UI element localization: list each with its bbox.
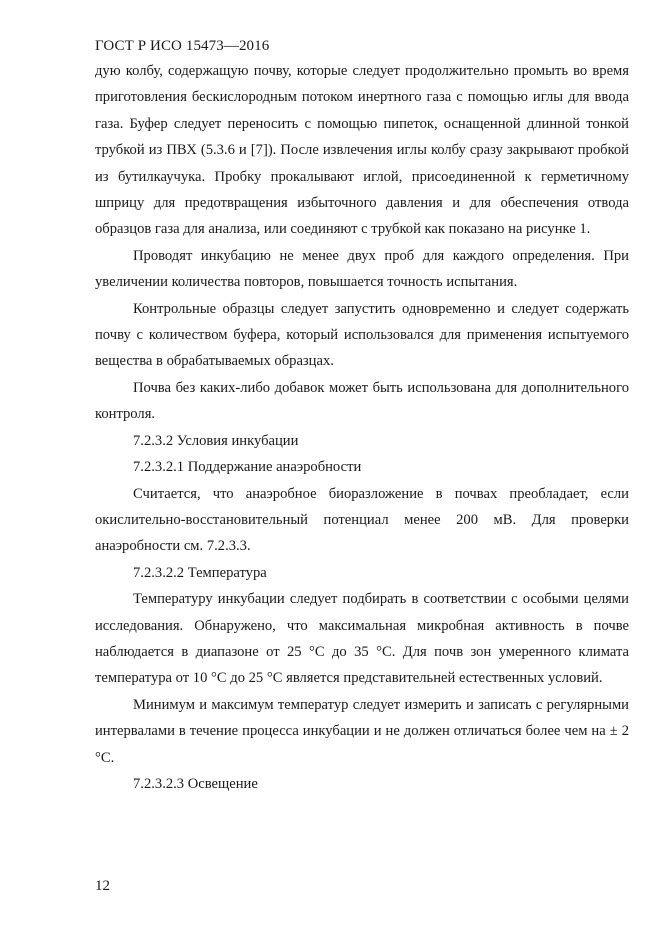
- paragraph-continuation: дую колбу, содержащую почву, которые следует продолжительно промыть во время приготовления бескислородным потоком инертного газа с помощью иглы для ввода газа. Буфер следует переносить с помощью пипеток, оснащенной длинной тонкой трубкой из ПВХ (5.3.6 и [7]). После извлечения иглы колбу сразу закрывают пробкой из бутилкаучука. Пробку прокалывают иглой, присоединенной к герметичному шприцу для предотвращения избыточного давления и для обеспечения отвода образцов газа для анализа, или соединяют с трубкой как показано на рисунке 1.: [95, 63, 629, 238]
- paragraph-temperature-selection: Температуру инкубации следует подбирать в соответствии с особыми целями исследования. Обнаружено, что максимальная микробная активность в почве наблюдается в диапазоне от 25 °С до 35 °С. Для почв зон умеренного климата температура от 10 °С до 25 °С является представительней естественных условий.: [95, 591, 629, 687]
- document-header: ГОСТ Р ИСО 15473—2016: [95, 38, 270, 54]
- section-heading-incubation-conditions: 7.2.3.2 Условия инкубации: [133, 432, 299, 449]
- section-heading-lighting: 7.2.3.2.3 Освещение: [133, 775, 258, 792]
- section-heading-anaerobic: 7.2.3.2.1 Поддержание анаэробности: [133, 459, 362, 476]
- document-body: [95, 58, 629, 797]
- paragraph-control-samples: Контрольные образцы следует запустить одновременно и следует содержать почву с количеством буфера, который использовался для применения испытуемого вещества в обрабатываемых образцах.: [95, 300, 629, 370]
- paragraph-temperature-monitoring: Минимум и максимум температур следует измерить и записать с регулярными интервалами в течение процесса инкубации и не должен отличаться более чем на ± 2 °С.: [95, 696, 629, 766]
- section-heading-temperature: 7.2.3.2.2 Температура: [133, 564, 267, 581]
- paragraph-incubation-samples: Проводят инкубацию не менее двух проб для каждого определения. При увеличении количества повторов, повышается точность испытания.: [95, 247, 629, 291]
- paragraph-redox-potential: Считается, что анаэробное биоразложение в почвах преобладает, если окислительно-восстановительный потенциал менее 200 мВ. Для проверки анаэробности см. 7.2.3.3.: [95, 485, 629, 555]
- paragraph-additional-control: Почва без каких-либо добавок может быть использована для дополнительного контроля.: [95, 379, 629, 423]
- page-number: 12: [95, 878, 110, 894]
